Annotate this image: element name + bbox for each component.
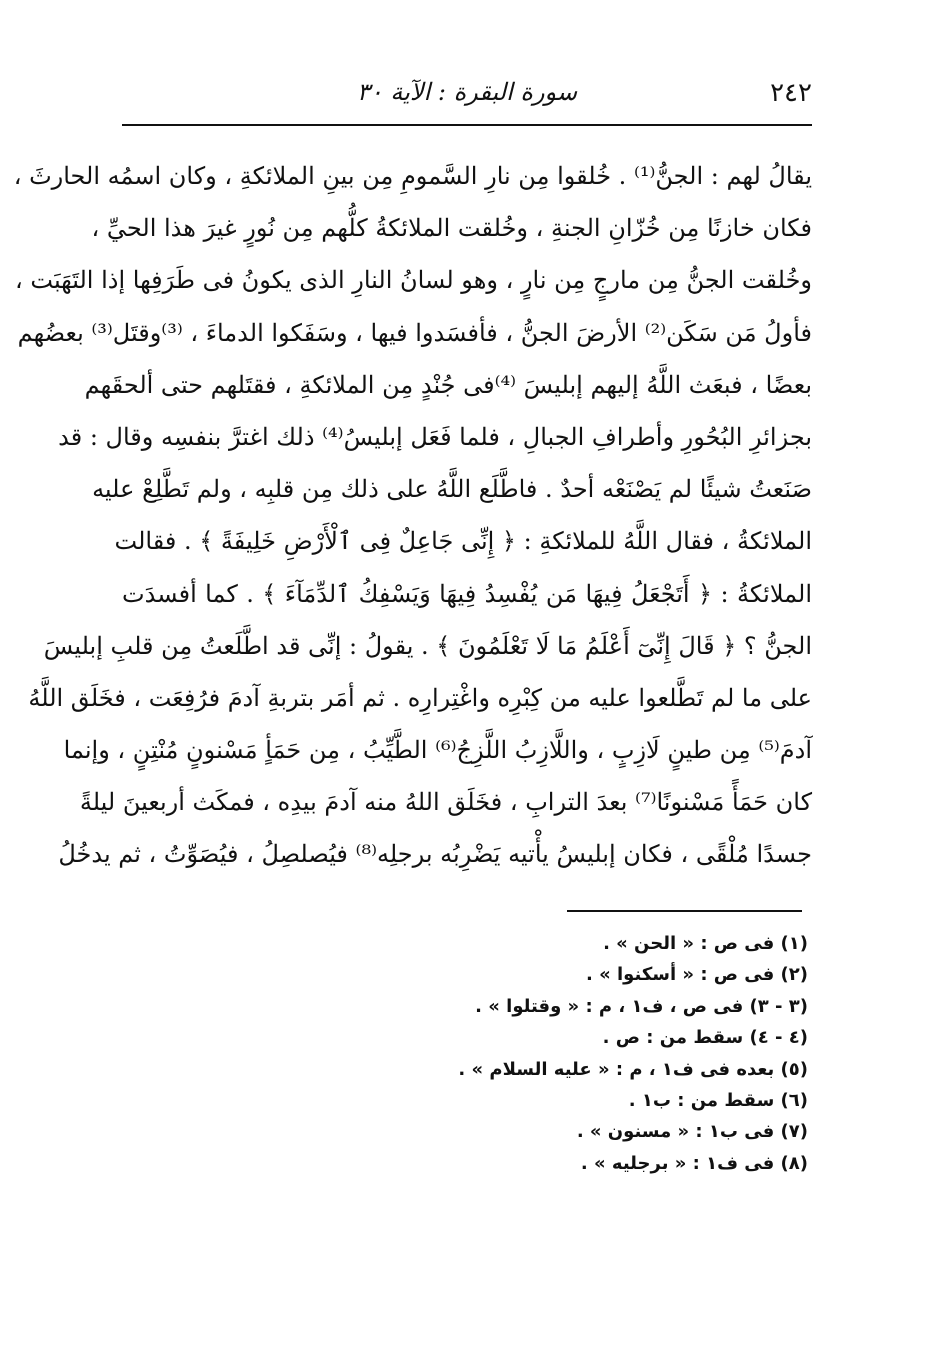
page-number: ٢٤٢ [770,78,812,108]
text-line: الملائكةُ : ﴿ أَتَجْعَلُ فِيهَا مَن يُفْسِدُ فِيهَا وَيَسْفِكُ ٱلدِّمَآءَ ﴾ . كما أفسدَت [122,579,812,608]
text-line: الملائكةُ ، فقال اللَّهُ للملائكةِ : ﴿ إِنِّى جَاعِلٌ فِى ٱلْأَرْضِ خَلِيفَةً ﴾ . فقالت [114,527,812,556]
text-line: الجنُّ ؟ ﴿ قَالَ إِنِّىٓ أَعْلَمُ مَا لَا تَعْلَمُونَ ﴾ . يقولُ : إنِّى قد اطَّلَعتُ مِن قلبِ إبليسَ [43,631,812,660]
page-header [122,70,812,126]
footnote: (١) فى ص : « الحن » . [603,933,808,954]
footnote: (٨) فى ف١ : « برجليه » . [580,1152,808,1174]
text-line: بجزائرِ البُحُورِ وأطرافِ الجبالِ ، فلما فَعَل إبليسُ⁽⁴⁾ ذلك اغترَّ بنفسِه وقال : قد [58,422,812,451]
running-title: سورة البقرة : الآية ٣٠ [356,78,578,106]
text-line: وخُلقت الجنُّ مِن مارجٍ مِن نارٍ ، وهو لسانُ النارِ الذى يكونُ فى طَرَفِها إذا التَهَبَت ، [15,266,812,295]
footnote: (٦) سقط من : ب١ . [628,1089,808,1111]
text-line: على ما لم تَطَّلعوا عليه من كِبْرِه واغْتِرارِه . ثم أمَر بتربةِ آدمَ فرُفِعَت ، فخَلَق اللَّهُ [28,683,812,712]
text-line: بعضًا ، فبعَث اللَّهُ إليهم إبليسَ ⁽⁴⁾فى جُنْدٍ مِن الملائكةِ ، فقتَلهم حتى ألحقَهم [84,370,812,399]
text-line: صَنَعتُ شيئًا لم يَصْنَعْه أحدٌ . فاطَّلَع اللَّهُ على ذلك مِن قلبِه ، ولم تَطَّلِعْ عليه [92,475,812,504]
text-line: جسدًا مُلْقًى ، فكان إبليسُ يأْتيه يَضْرِبُه برجلِه⁽⁸⁾ فيُصلصِلُ ، فيُصَوِّتُ ، ثم يدخُلُ [58,840,812,869]
footnote-rule [567,910,802,912]
text-line: فكان خازنًا مِن خُزّانِ الجنةِ ، وخُلقت الملائكةُ كلُّهم مِن نُورٍ غيرَ هذا الحيِّ ، [91,214,812,243]
footnote: (٤ - ٤) سقط من : ص . [602,1027,808,1049]
footnote: (٣ - ٣) فى ص ، ف١ ، م : « وقتلوا » . [475,995,808,1017]
text-line: فأولُ مَن سَكَن⁽²⁾ الأرضَ الجنُّ ، فأفسَدوا فيها ، وسَفَكوا الدماءَ ، ⁽³⁾وقتَل⁽³⁾ بعضُهم [17,318,812,347]
text-line: يقالُ لهم : الجنُّ⁽¹⁾ . خُلقوا مِن نارِ السَّمومِ مِن بينِ الملائكةِ ، وكان اسمُه الحارثَ ، [13,162,812,190]
main-text [13,150,812,881]
footnote: (٥) بعده فى ف١ ، م : « عليه السلام » . [458,1058,808,1080]
header-rule [122,124,812,126]
text-line: كان حَمَأً مَسْنونًا⁽⁷⁾ بعدَ الترابِ ، فخَلَق اللهُ منه آدمَ بيدِه ، فمكَث أربعينَ ليلةً [79,788,812,817]
text-line: آدمَ⁽⁵⁾ مِن طينٍ لَازِبٍ ، واللَّازِبُ اللَّزِجُ⁽⁶⁾ الطَّيِّبُ ، مِن حَمَأٍ مَسْنونٍ مُنْتِنٍ ، وإنما [63,736,812,765]
footnotes [200,928,808,1179]
footnote: (٢) فى ص : « أسكنوا » . [586,964,808,986]
footnote: (٧) فى ب١ : « مسنون » . [576,1121,808,1143]
